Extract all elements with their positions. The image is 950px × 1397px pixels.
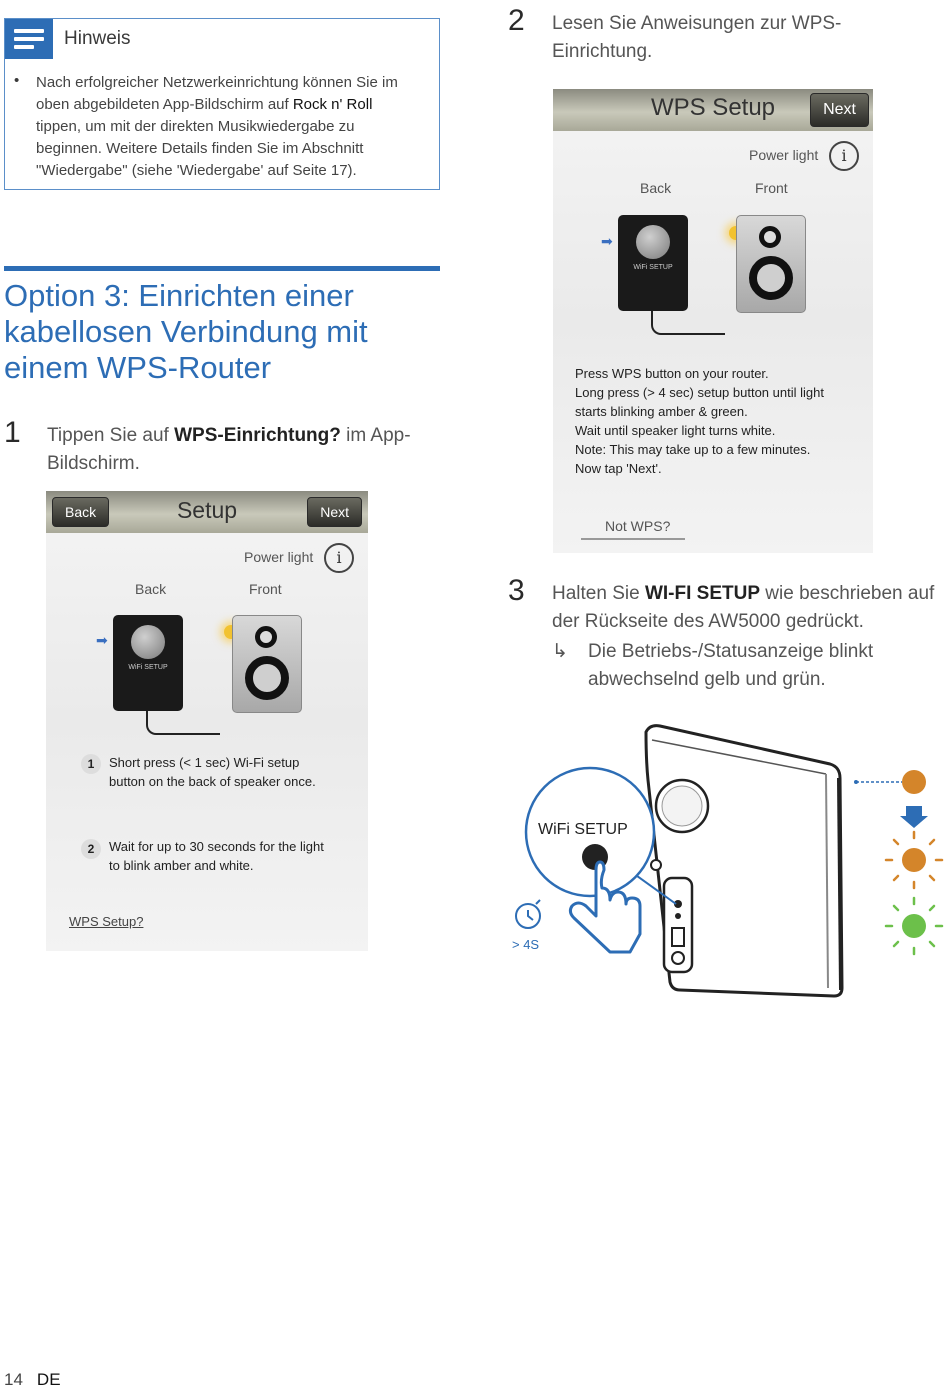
not-wps-link[interactable]: Not WPS?: [605, 518, 671, 534]
wps-instruction-line-3: starts blinking amber & green.: [575, 404, 748, 419]
section-heading: Option 3: Einrichten einer kabellosen Verbindung mit einem WPS-Router: [4, 278, 368, 385]
wps-front-label: Front: [755, 180, 788, 196]
note-text: Nach erfolgreicher Netzwerkeinrichtung können Sie im oben abgebildeten App-Bildschirm auf Rock n' Roll tippen, um mit der direkten Musikwiedergabe zu beginnen. Weitere Details finden Sie im Abschnitt "Wiedergabe" (siehe 'Wiedergabe' auf Seite 17).: [36, 74, 398, 179]
step-3-result: Die Betriebs-/Statusanzeige blinkt abwechselnd gelb und grün.: [588, 641, 874, 690]
setup-screen: [46, 491, 368, 951]
wps-wifi-setup-knob: [636, 225, 670, 259]
setup-title: Setup: [176, 497, 238, 523]
info-icon[interactable]: i: [324, 543, 354, 573]
wps-wifi-setup-label: WiFi SETUP: [633, 264, 673, 271]
wps-topbar: [553, 89, 873, 131]
step-2-text: Lesen Sie Anweisungen zur WPS-Einrichtung.: [552, 13, 842, 62]
page-number: 14: [4, 1370, 23, 1389]
arrow-down-icon: [900, 806, 928, 828]
wps-info-icon[interactable]: i: [829, 141, 859, 171]
step-1-number: 1: [4, 416, 21, 449]
language-code: DE: [36, 1370, 61, 1389]
wps-setup-link[interactable]: WPS Setup?: [69, 914, 144, 929]
wps-instruction-line-2: Long press (> 4 sec) setup button until light: [575, 385, 824, 400]
step-3-text: Halten Sie WI-FI SETUP wie beschrieben auf der Rückseite des AW5000 gedrückt.: [552, 583, 935, 632]
front-label: Front: [249, 581, 282, 597]
wps-setup-screen: [553, 89, 873, 553]
setup-topbar: [46, 491, 368, 533]
wifi-setup-knob: [131, 625, 165, 659]
not-wps-underline: [581, 538, 685, 540]
result-arrow-icon: ↳: [552, 641, 568, 662]
wps-speaker-back-image: [618, 215, 688, 311]
wps-speaker-front-image: [736, 215, 806, 313]
wps-title: WPS Setup: [650, 94, 776, 121]
wps-back-label: Back: [640, 180, 672, 196]
timer-label: > 4S: [512, 937, 540, 952]
wps-power-cable: [651, 311, 725, 335]
heading-rule: [4, 266, 440, 271]
back-button[interactable]: Back: [52, 497, 109, 527]
amber-indicator: [902, 770, 926, 794]
speaker-front-image: [232, 615, 302, 713]
wps-instruction-line-1: Press WPS button on your router.: [575, 366, 769, 381]
speaker-back-image: [113, 615, 183, 711]
note-title: Hinweis: [64, 28, 131, 49]
instruction-2-line-2: to blink amber and white.: [109, 858, 254, 873]
wps-power-light-label: Power light: [749, 147, 819, 163]
blinking-green-indicator: [886, 898, 942, 954]
next-button[interactable]: Next: [307, 497, 362, 527]
wps-instruction-line-5: Note: This may take up to a few minutes.: [575, 442, 811, 457]
instruction-1-line-1: Short press (< 1 sec) Wi-Fi setup: [109, 755, 300, 770]
wifi-setup-label: WiFi SETUP: [128, 664, 168, 671]
instruction-2-line-1: Wait for up to 30 seconds for the light: [109, 839, 324, 854]
step-3-number: 3: [508, 574, 525, 607]
power-cable: [146, 711, 220, 735]
blinking-amber-indicator: [886, 832, 942, 888]
wps-instruction-line-4: Wait until speaker light turns white.: [575, 423, 776, 438]
wifi-setup-illustration: [500, 720, 946, 1000]
step-2-number: 2: [508, 4, 525, 37]
instruction-2-number: 2: [81, 839, 101, 859]
wps-arrow-right-icon: ➡: [601, 233, 613, 249]
back-label: Back: [135, 581, 167, 597]
note-icon: [5, 19, 53, 59]
wps-instruction-line-6: Now tap 'Next'.: [575, 461, 662, 476]
page-footer: [4, 1370, 61, 1390]
arrow-right-icon: ➡: [96, 632, 108, 648]
note-bullet: •: [14, 72, 20, 89]
instruction-1-number: 1: [81, 754, 101, 774]
wifi-setup-button-label: WiFi SETUP: [538, 821, 628, 838]
step-1-text: Tippen Sie auf WPS-Einrichtung? im App-Bildschirm.: [47, 425, 411, 474]
instruction-1-line-2: button on the back of speaker once.: [109, 774, 316, 789]
wps-next-button[interactable]: Next: [810, 93, 869, 127]
power-light-label: Power light: [244, 549, 314, 565]
